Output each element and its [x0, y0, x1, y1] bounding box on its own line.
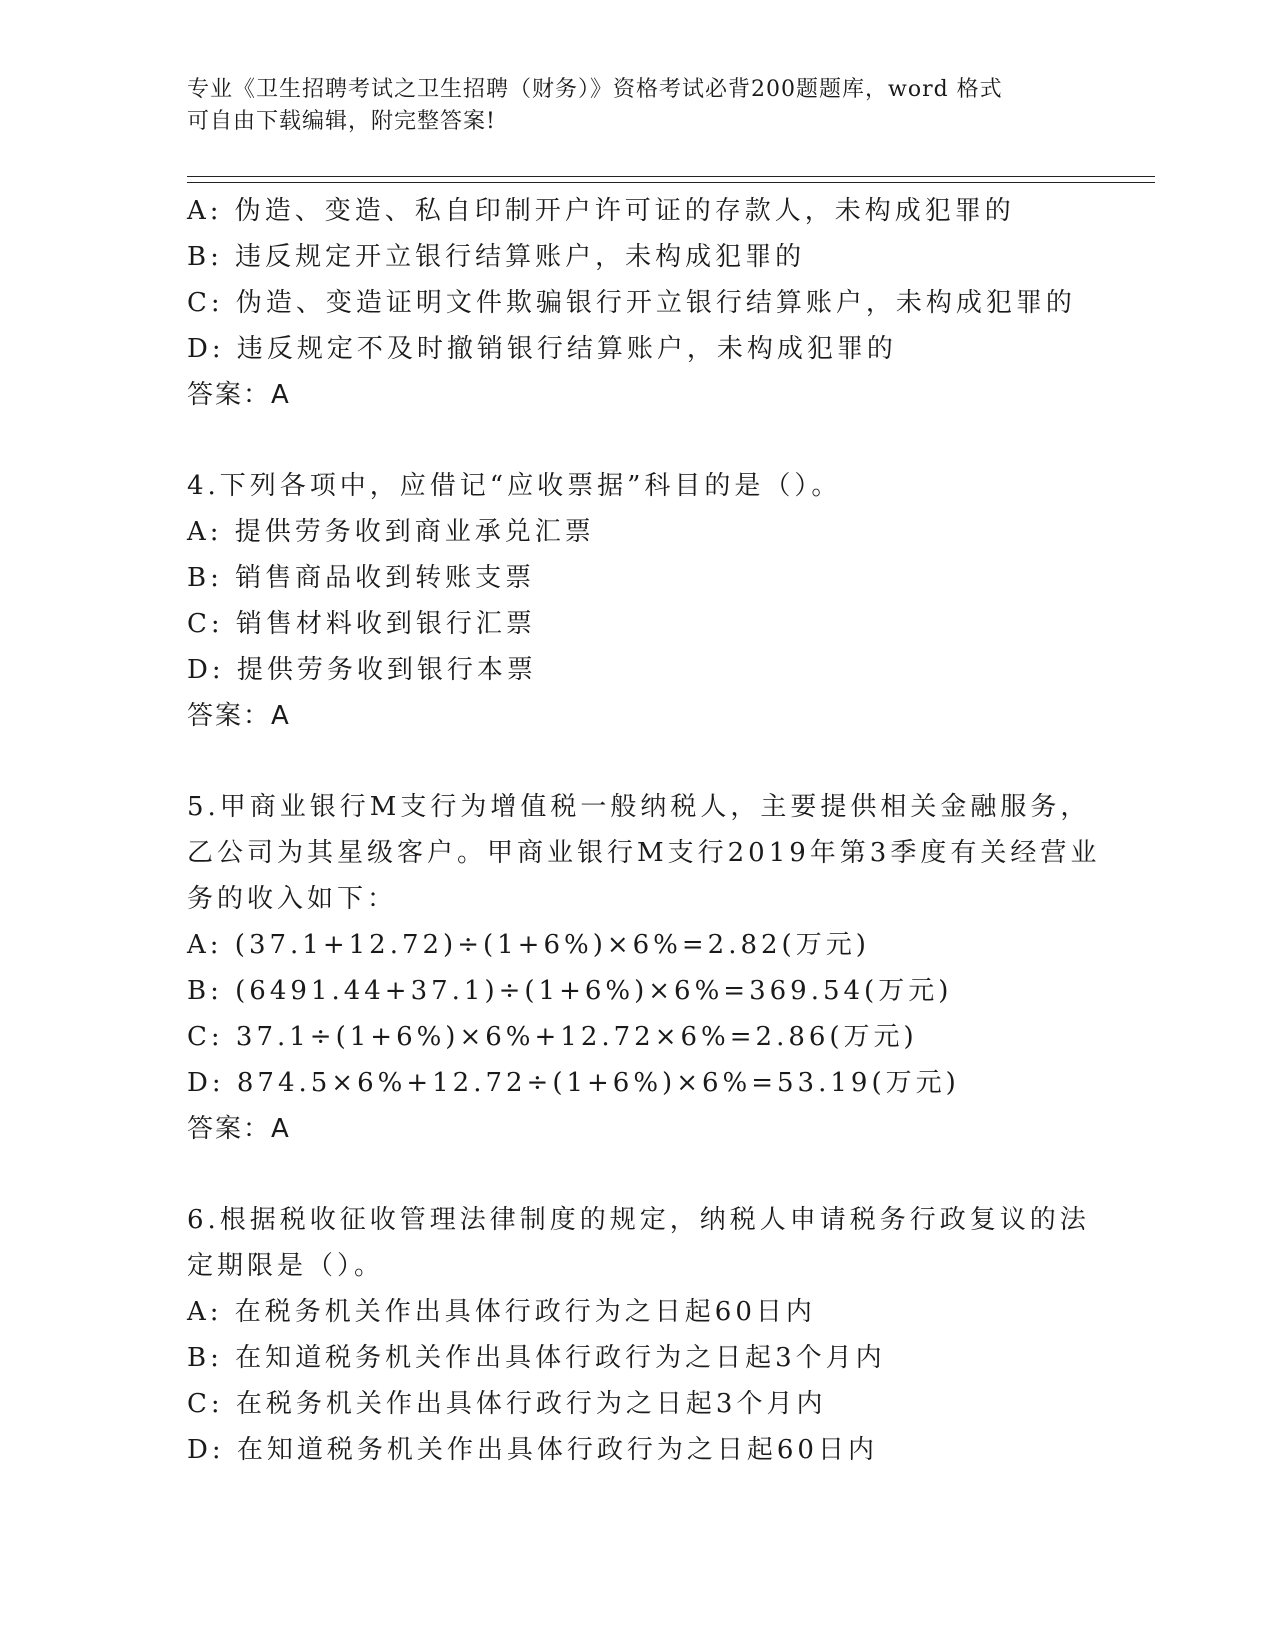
option-b: B: 违反规定开立银行结算账户，未构成犯罪的	[187, 242, 806, 272]
question-5	[187, 784, 1101, 1152]
option-c: C: 37.1÷(1+6%)×6%+12.72×6%=2.86(万元)	[187, 1022, 918, 1052]
option-c: C: 伪造、变造证明文件欺骗银行开立银行结算账户，未构成犯罪的	[187, 288, 1076, 318]
spacer	[187, 1152, 1087, 1197]
question-6	[187, 1197, 1090, 1473]
option-d: D: 违反规定不及时撤销银行结算账户，未构成犯罪的	[187, 334, 897, 364]
option-d: D: 在知道税务机关作出具体行政行为之日起60日内	[187, 1435, 878, 1465]
option-d: D: 提供劳务收到银行本票	[187, 655, 537, 685]
question-stem-line-1: 5.甲商业银行M支行为增值税一般纳税人，主要提供相关金融服务，	[187, 792, 1091, 822]
answer-line: 答案：A	[187, 701, 291, 731]
option-c: C: 在税务机关作出具体行政行为之日起3个月内	[187, 1389, 827, 1419]
header-rule-bottom	[187, 182, 1155, 183]
option-a: A: 伪造、变造、私自印制开户许可证的存款人，未构成犯罪的	[187, 196, 1015, 226]
option-a: A: 提供劳务收到商业承兑汇票	[187, 517, 595, 547]
option-a: A: 在税务机关作出具体行政行为之日起60日内	[187, 1297, 816, 1327]
header-title-line-2: 可自由下载编辑，附完整答案!	[187, 109, 496, 134]
question-3	[187, 188, 1087, 418]
option-b: B: 销售商品收到转账支票	[187, 563, 536, 593]
question-stem: 4.下列各项中，应借记“应收票据”科目的是（）。	[187, 471, 842, 501]
option-d: D: 874.5×6%+12.72÷(1+6%)×6%=53.19(万元)	[187, 1068, 960, 1098]
answer-line: 答案：A	[187, 1114, 291, 1144]
question-stem-line-2: 定期限是（）。	[187, 1251, 385, 1281]
option-a: A: (37.1+12.72)÷(1+6%)×6%=2.82(万元)	[187, 930, 870, 960]
question-stem-line-2: 乙公司为其星级客户。甲商业银行M支行2019年第3季度有关经营业	[187, 838, 1101, 868]
spacer	[187, 739, 1087, 784]
option-b: B: 在知道税务机关作出具体行政行为之日起3个月内	[187, 1343, 886, 1373]
option-b: B: (6491.44+37.1)÷(1+6%)×6%=369.54(万元)	[187, 976, 953, 1006]
document-header	[187, 74, 1087, 138]
header-title-line-1: 专业《卫生招聘考试之卫生招聘（财务）》资格考试必背200题题库，word 格式	[187, 77, 1003, 102]
question-stem-line-3: 务的收入如下：	[187, 884, 398, 914]
question-list	[187, 188, 1101, 1473]
spacer	[187, 418, 1087, 463]
answer-line: 答案：A	[187, 380, 291, 410]
question-4	[187, 463, 1087, 739]
header-rule-top	[187, 176, 1155, 177]
option-c: C: 销售材料收到银行汇票	[187, 609, 536, 639]
question-stem-line-1: 6.根据税收征收管理法律制度的规定，纳税人申请税务行政复议的法	[187, 1205, 1090, 1235]
